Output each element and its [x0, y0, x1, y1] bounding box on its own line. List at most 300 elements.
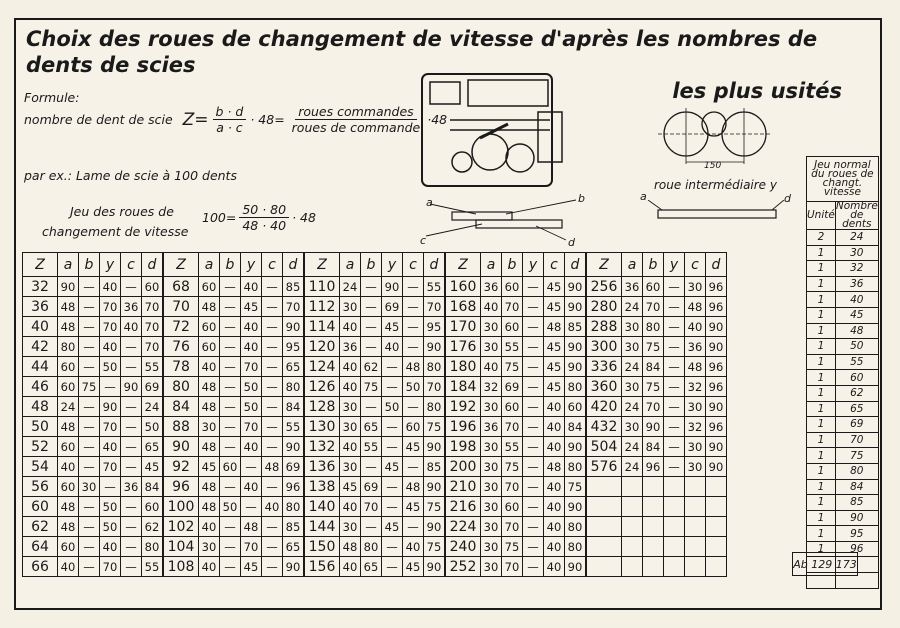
cell-a: 40 — [340, 437, 361, 457]
cell-y: 90 — [100, 397, 121, 417]
cell-y: — — [100, 477, 121, 497]
cell-a: 30 — [481, 497, 502, 517]
cell-z: 92 — [163, 457, 199, 477]
cell-d: 90 — [283, 437, 305, 457]
column-header-d: d — [142, 253, 164, 277]
cell-d: 50 — [142, 417, 164, 437]
cell-d: 55 — [283, 417, 305, 437]
cell-a: 30 — [622, 417, 643, 437]
cell-c: — — [262, 377, 283, 397]
column-header-b: b — [361, 253, 382, 277]
cell-c: — — [262, 477, 283, 497]
cell-c: — — [121, 337, 142, 357]
cell-c: 30 — [685, 397, 706, 417]
column-header-a: a — [199, 253, 220, 277]
cell-a: 30 — [340, 417, 361, 437]
cell-z: 200 — [445, 457, 481, 477]
formula-suffix: ·48 — [427, 112, 448, 127]
cell-z: 420 — [586, 397, 622, 417]
cell-b: 60 — [220, 457, 241, 477]
unit-cell: 1 — [807, 339, 836, 355]
cell-c: — — [121, 397, 142, 417]
cell-b: 75 — [361, 377, 382, 397]
cell-c — [685, 557, 706, 577]
cell-b: — — [220, 417, 241, 437]
reference-number: Ab 129 173 — [792, 552, 858, 576]
label-a-right: a — [640, 190, 647, 203]
cell-a: 60 — [58, 357, 79, 377]
cell-z: 130 — [304, 417, 340, 437]
cell-d: 90 — [706, 437, 727, 457]
cell-z: 120 — [304, 337, 340, 357]
label-c: c — [420, 234, 427, 247]
cell-b — [643, 537, 664, 557]
teeth-cell: 36 — [835, 276, 878, 292]
cell-z: 88 — [163, 417, 199, 437]
cell-y — [664, 537, 685, 557]
cell-y: — — [664, 277, 685, 297]
teeth-cell: 32 — [835, 261, 878, 277]
cell-y: — — [523, 277, 544, 297]
cell-d: 60 — [142, 277, 164, 297]
cell-b: 75 — [79, 377, 100, 397]
cell-d: 90 — [565, 357, 587, 377]
cell-b: — — [220, 557, 241, 577]
cell-b: — — [220, 317, 241, 337]
cell-a: 30 — [622, 337, 643, 357]
cell-y: 50 — [100, 497, 121, 517]
cell-c: 45 — [403, 557, 424, 577]
cell-b: 60 — [502, 317, 523, 337]
cell-a: 48 — [199, 477, 220, 497]
cell-z: 44 — [23, 357, 58, 377]
cell-y: 45 — [382, 317, 403, 337]
cell-b: 55 — [502, 437, 523, 457]
cell-y: — — [382, 357, 403, 377]
cell-d: 75 — [424, 497, 446, 517]
unit-cell: 1 — [807, 261, 836, 277]
list-item — [807, 339, 879, 355]
formula-fraction-1 — [213, 104, 247, 135]
cell-b: — — [220, 517, 241, 537]
fraction-numerator: 50 · 80 — [239, 202, 289, 218]
cell-y: 40 — [241, 337, 262, 357]
cell-d: 80 — [565, 377, 587, 397]
cell-b: — — [79, 497, 100, 517]
list-item — [807, 307, 879, 323]
cell-b — [643, 517, 664, 537]
cell-y: — — [382, 537, 403, 557]
table-row — [23, 397, 727, 417]
cell-b: 60 — [502, 497, 523, 517]
cell-z: 150 — [304, 537, 340, 557]
cell-y: — — [664, 457, 685, 477]
cell-d: 70 — [424, 377, 446, 397]
cell-y: 70 — [100, 297, 121, 317]
cell-a: 48 — [199, 377, 220, 397]
cell-z — [586, 477, 622, 497]
cell-d — [706, 517, 727, 537]
cell-z: 280 — [586, 297, 622, 317]
cell-c: 40 — [544, 557, 565, 577]
cell-d: 96 — [706, 417, 727, 437]
cell-c: 40 — [544, 417, 565, 437]
cell-b: 55 — [361, 437, 382, 457]
cell-z: 170 — [445, 317, 481, 337]
cell-d: 84 — [283, 397, 305, 417]
teeth-cell: 75 — [835, 448, 878, 464]
table-header-row — [23, 253, 727, 277]
cell-y: 50 — [241, 377, 262, 397]
cell-c: 45 — [544, 357, 565, 377]
cell-y: — — [523, 517, 544, 537]
unit-cell: 1 — [807, 307, 836, 323]
column-header-c: c — [685, 253, 706, 277]
cell-c: 32 — [685, 417, 706, 437]
column-header-a: a — [340, 253, 361, 277]
cell-y: 40 — [382, 337, 403, 357]
list-item — [807, 510, 879, 526]
cell-y: — — [523, 357, 544, 377]
cell-z: 68 — [163, 277, 199, 297]
list-item — [807, 385, 879, 401]
cell-z: 240 — [445, 537, 481, 557]
cell-d: 62 — [142, 517, 164, 537]
column-header-c: c — [544, 253, 565, 277]
cell-c: — — [262, 537, 283, 557]
cell-z: 50 — [23, 417, 58, 437]
cell-b: — — [79, 517, 100, 537]
cell-a: 60 — [58, 437, 79, 457]
example-jeu — [42, 202, 188, 242]
cell-z: 156 — [304, 557, 340, 577]
table-row — [23, 437, 727, 457]
cell-c: — — [121, 517, 142, 537]
cell-b: 60 — [502, 397, 523, 417]
cell-a: 30 — [481, 557, 502, 577]
cell-a: 40 — [340, 357, 361, 377]
cell-b: — — [79, 397, 100, 417]
list-item — [807, 370, 879, 386]
cell-d: 96 — [706, 357, 727, 377]
cell-y: — — [523, 477, 544, 497]
table-row — [23, 517, 727, 537]
cell-d: 90 — [565, 437, 587, 457]
cell-y: — — [382, 437, 403, 457]
cell-d: 60 — [142, 497, 164, 517]
cell-d: 70 — [424, 297, 446, 317]
cell-z: 56 — [23, 477, 58, 497]
unit-cell: 1 — [807, 417, 836, 433]
cell-z: 90 — [163, 437, 199, 457]
cell-z: 360 — [586, 377, 622, 397]
cell-b: 70 — [502, 417, 523, 437]
unit-cell: 1 — [807, 385, 836, 401]
cell-a: 30 — [340, 297, 361, 317]
formula-multiplier: · 48= — [250, 112, 285, 127]
cell-d: 75 — [424, 537, 446, 557]
cell-c: 90 — [121, 377, 142, 397]
column-header-z: Z — [23, 253, 58, 277]
machine-diagram — [420, 72, 570, 190]
cell-c: 48 — [544, 457, 565, 477]
cell-c: 45 — [403, 497, 424, 517]
teeth-cell: 62 — [835, 385, 878, 401]
list-item — [807, 261, 879, 277]
cell-a: 30 — [340, 457, 361, 477]
cell-y: 69 — [382, 297, 403, 317]
label-b: b — [578, 192, 585, 205]
cell-a: 48 — [58, 497, 79, 517]
cell-z: 160 — [445, 277, 481, 297]
cell-b: — — [361, 517, 382, 537]
cell-z: 432 — [586, 417, 622, 437]
unit-cell: 1 — [807, 479, 836, 495]
cell-d: 55 — [142, 557, 164, 577]
cell-y: 40 — [100, 437, 121, 457]
cell-y: — — [523, 317, 544, 337]
unit-cell: 1 — [807, 276, 836, 292]
cell-y: — — [523, 497, 544, 517]
cell-y: — — [241, 457, 262, 477]
intermediate-gear-diagram — [644, 200, 794, 230]
cell-y: — — [664, 377, 685, 397]
list-item — [807, 448, 879, 464]
cell-z: 224 — [445, 517, 481, 537]
cell-z: 102 — [163, 517, 199, 537]
cell-d — [706, 537, 727, 557]
list-item — [807, 495, 879, 511]
cell-z — [586, 497, 622, 517]
cell-y: 45 — [382, 457, 403, 477]
cell-z: 128 — [304, 397, 340, 417]
cell-a: 30 — [340, 397, 361, 417]
column-header-c: c — [121, 253, 142, 277]
cell-d: 95 — [283, 337, 305, 357]
cell-z: 46 — [23, 377, 58, 397]
cell-c: 32 — [685, 377, 706, 397]
column-header-b: b — [502, 253, 523, 277]
title-line-2: les plus usités — [672, 79, 842, 103]
cell-z: 104 — [163, 537, 199, 557]
cell-d: 85 — [283, 277, 305, 297]
teeth-cell: 84 — [835, 479, 878, 495]
cell-z: 72 — [163, 317, 199, 337]
cell-z: 32 — [23, 277, 58, 297]
cell-y: — — [664, 397, 685, 417]
cell-c: — — [262, 437, 283, 457]
cell-b: 70 — [502, 477, 523, 497]
cell-b: — — [79, 457, 100, 477]
cell-y: — — [523, 297, 544, 317]
teeth-cell: 24 — [835, 230, 878, 246]
cell-d: 65 — [283, 357, 305, 377]
table-row — [23, 417, 727, 437]
cell-d: 90 — [565, 497, 587, 517]
cell-c: 30 — [685, 437, 706, 457]
cell-d: 90 — [565, 337, 587, 357]
list-item — [807, 417, 879, 433]
cell-a: 30 — [622, 317, 643, 337]
cell-a: 24 — [340, 277, 361, 297]
cell-d: 90 — [424, 517, 446, 537]
formula-fraction-2 — [289, 104, 424, 135]
cell-c: 40 — [544, 517, 565, 537]
cell-z: 180 — [445, 357, 481, 377]
teeth-cell: 80 — [835, 463, 878, 479]
cell-c: — — [403, 317, 424, 337]
cell-b: 75 — [502, 537, 523, 557]
cell-z: 176 — [445, 337, 481, 357]
cell-z: 114 — [304, 317, 340, 337]
cell-z — [586, 517, 622, 537]
cell-d: 96 — [283, 477, 305, 497]
cell-z: 112 — [304, 297, 340, 317]
cell-c: 45 — [544, 377, 565, 397]
cell-c: 48 — [685, 357, 706, 377]
cell-b: — — [79, 297, 100, 317]
cell-b: — — [220, 477, 241, 497]
teeth-cell: 69 — [835, 417, 878, 433]
unit-cell: 2 — [807, 230, 836, 246]
cell-c: 48 — [685, 297, 706, 317]
cell-c: 48 — [544, 317, 565, 337]
cell-y: — — [664, 297, 685, 317]
cell-c: 40 — [544, 437, 565, 457]
cell-a: 48 — [58, 317, 79, 337]
cell-c: 48 — [262, 457, 283, 477]
column-header-c: c — [262, 253, 283, 277]
cell-d: 80 — [283, 497, 305, 517]
fraction-denominator: 48 · 40 — [242, 218, 287, 233]
cell-c: 40 — [544, 397, 565, 417]
cell-c: — — [121, 497, 142, 517]
cell-c — [685, 477, 706, 497]
cell-d: 90 — [706, 337, 727, 357]
teeth-column-header: Nombre de dents — [835, 200, 878, 230]
formula — [24, 104, 447, 135]
cell-c: — — [121, 557, 142, 577]
cell-a: 48 — [199, 497, 220, 517]
cell-d: 80 — [424, 357, 446, 377]
cell-d: 90 — [706, 457, 727, 477]
cell-a: 90 — [58, 277, 79, 297]
cell-z: 136 — [304, 457, 340, 477]
cell-z: 110 — [304, 277, 340, 297]
cell-z: 192 — [445, 397, 481, 417]
cell-c: 40 — [121, 317, 142, 337]
cell-y — [664, 497, 685, 517]
cell-y: — — [382, 477, 403, 497]
unit-cell: 1 — [807, 292, 836, 308]
cell-b: 65 — [361, 417, 382, 437]
unit-cell: 1 — [807, 401, 836, 417]
cell-b: — — [79, 557, 100, 577]
cell-d: 80 — [283, 377, 305, 397]
cell-b — [643, 477, 664, 497]
cell-d: 75 — [565, 477, 587, 497]
teeth-cell: 70 — [835, 432, 878, 448]
cell-c: 40 — [685, 317, 706, 337]
column-header-d: d — [283, 253, 305, 277]
cell-y: 40 — [100, 537, 121, 557]
cell-b: 69 — [502, 377, 523, 397]
cell-c: 36 — [121, 477, 142, 497]
cell-d — [706, 497, 727, 517]
cell-c: 45 — [544, 277, 565, 297]
table-row — [23, 297, 727, 317]
cell-b: — — [79, 277, 100, 297]
cell-d: 90 — [565, 277, 587, 297]
unit-cell: 1 — [807, 370, 836, 386]
teeth-cell: 85 — [835, 495, 878, 511]
formula-z: Z= — [182, 109, 209, 130]
cell-a: 32 — [481, 377, 502, 397]
cell-c: — — [403, 277, 424, 297]
list-item — [807, 276, 879, 292]
column-header-b: b — [79, 253, 100, 277]
cell-y: 45 — [382, 517, 403, 537]
teeth-cell: 96 — [835, 541, 878, 557]
cell-a: 30 — [481, 517, 502, 537]
cell-b: 65 — [361, 557, 382, 577]
cell-c: — — [262, 557, 283, 577]
cell-c: — — [262, 357, 283, 377]
table-row — [23, 377, 727, 397]
cell-y: 40 — [241, 477, 262, 497]
label-d: d — [568, 236, 575, 249]
cell-y: — — [100, 377, 121, 397]
cell-d: 96 — [706, 377, 727, 397]
cell-z: 108 — [163, 557, 199, 577]
cell-a: 45 — [340, 477, 361, 497]
cell-c: — — [262, 317, 283, 337]
cell-b: — — [220, 297, 241, 317]
cell-y: 50 — [382, 397, 403, 417]
cell-b: — — [361, 397, 382, 417]
cell-b — [643, 497, 664, 517]
cell-a: 60 — [199, 277, 220, 297]
label-a: a — [426, 196, 433, 209]
cell-d: 96 — [706, 297, 727, 317]
cell-y: 70 — [100, 317, 121, 337]
cell-d — [706, 557, 727, 577]
teeth-cell: 60 — [835, 370, 878, 386]
cell-y: — — [523, 337, 544, 357]
teeth-cell: 90 — [835, 510, 878, 526]
cell-d: 85 — [283, 517, 305, 537]
table-row — [23, 337, 727, 357]
cell-a: 40 — [199, 557, 220, 577]
unit-cell: 1 — [807, 510, 836, 526]
cell-y: — — [664, 437, 685, 457]
cell-b: 60 — [643, 277, 664, 297]
cell-a: 60 — [58, 477, 79, 497]
cell-y: — — [241, 497, 262, 517]
cell-b: — — [361, 317, 382, 337]
list-item — [807, 526, 879, 542]
cell-b: — — [79, 417, 100, 437]
unit-cell: 1 — [807, 323, 836, 339]
cell-d: 69 — [283, 457, 305, 477]
cell-d: 55 — [424, 277, 446, 297]
cell-z: 66 — [23, 557, 58, 577]
cell-b: 96 — [643, 457, 664, 477]
cell-a — [622, 497, 643, 517]
cell-y: — — [664, 317, 685, 337]
cell-z: 60 — [23, 497, 58, 517]
cell-y: 50 — [100, 517, 121, 537]
